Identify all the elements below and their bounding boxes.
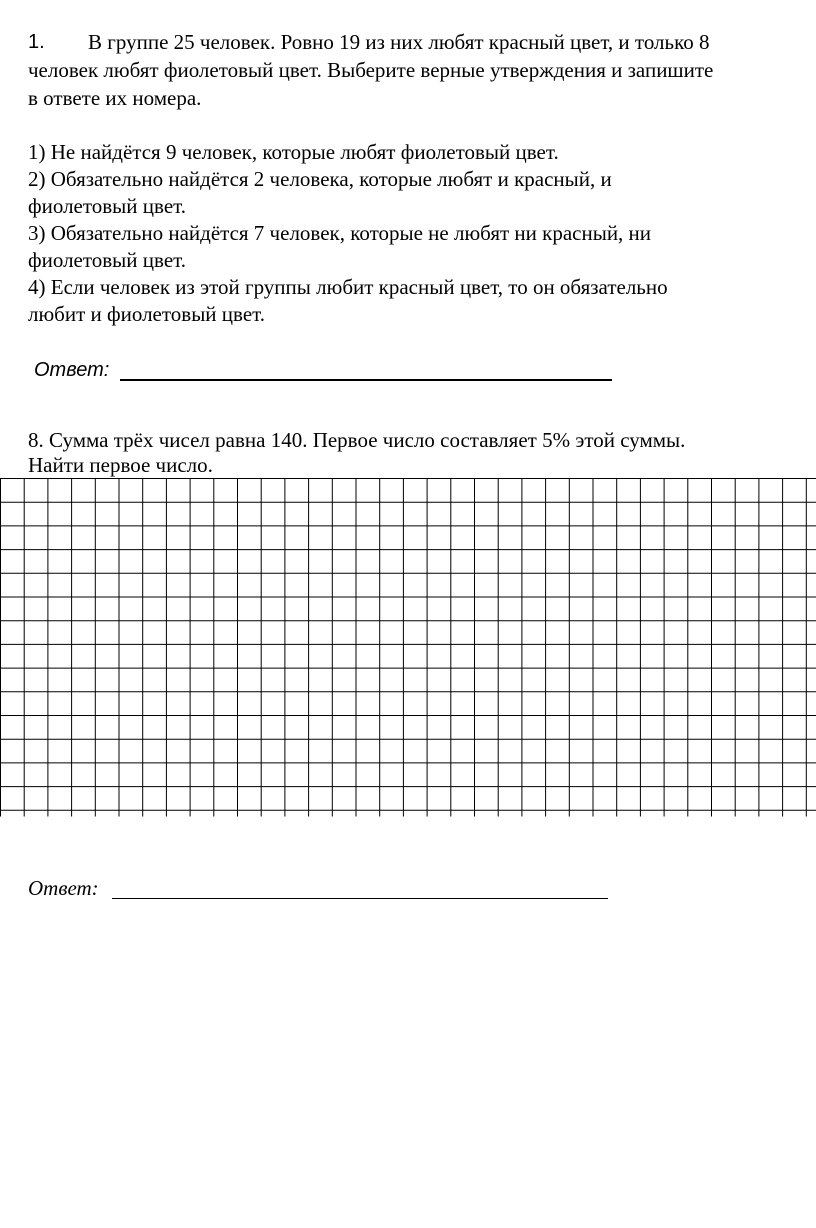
task1-line-1: В группе 25 человек. Ровно 19 из них любят красный цвет, и только 8 bbox=[88, 30, 710, 54]
task1-line-3: в ответе их номера. bbox=[28, 86, 202, 110]
task1-option-2-cont: фиолетовый цвет. bbox=[28, 194, 186, 218]
task1-answer-field[interactable] bbox=[120, 379, 612, 381]
task1-line-2: человек любят фиолетовый цвет. Выберите верные утверждения и запишите bbox=[28, 58, 714, 82]
task1-option-4-cont: любит и фиолетовый цвет. bbox=[28, 302, 265, 326]
task1-option-1: 1) Не найдётся 9 человек, которые любят фиолетовый цвет. bbox=[28, 140, 559, 164]
task1-option-4: 4) Если человек из этой группы любит красный цвет, то он обязательно bbox=[28, 275, 668, 299]
task1-option-2: 2) Обязательно найдётся 2 человека, которые любят и красный, и bbox=[28, 167, 612, 191]
task8-line-2: Найти первое число. bbox=[28, 453, 213, 477]
task8-line-1: 8. Сумма трёх чисел равна 140. Первое число составляет 5% этой суммы. bbox=[28, 428, 686, 452]
task8-answer-field[interactable] bbox=[112, 898, 608, 899]
task8-answer-label: Ответ: bbox=[28, 876, 99, 900]
task1-answer-label: Ответ: bbox=[34, 359, 110, 381]
work-grid[interactable] bbox=[0, 478, 816, 818]
task1-option-3: 3) Обязательно найдётся 7 человек, которые не любят ни красный, ни bbox=[28, 221, 652, 245]
task1-option-3-cont: фиолетовый цвет. bbox=[28, 248, 186, 272]
task1-number: 1. bbox=[28, 31, 45, 53]
